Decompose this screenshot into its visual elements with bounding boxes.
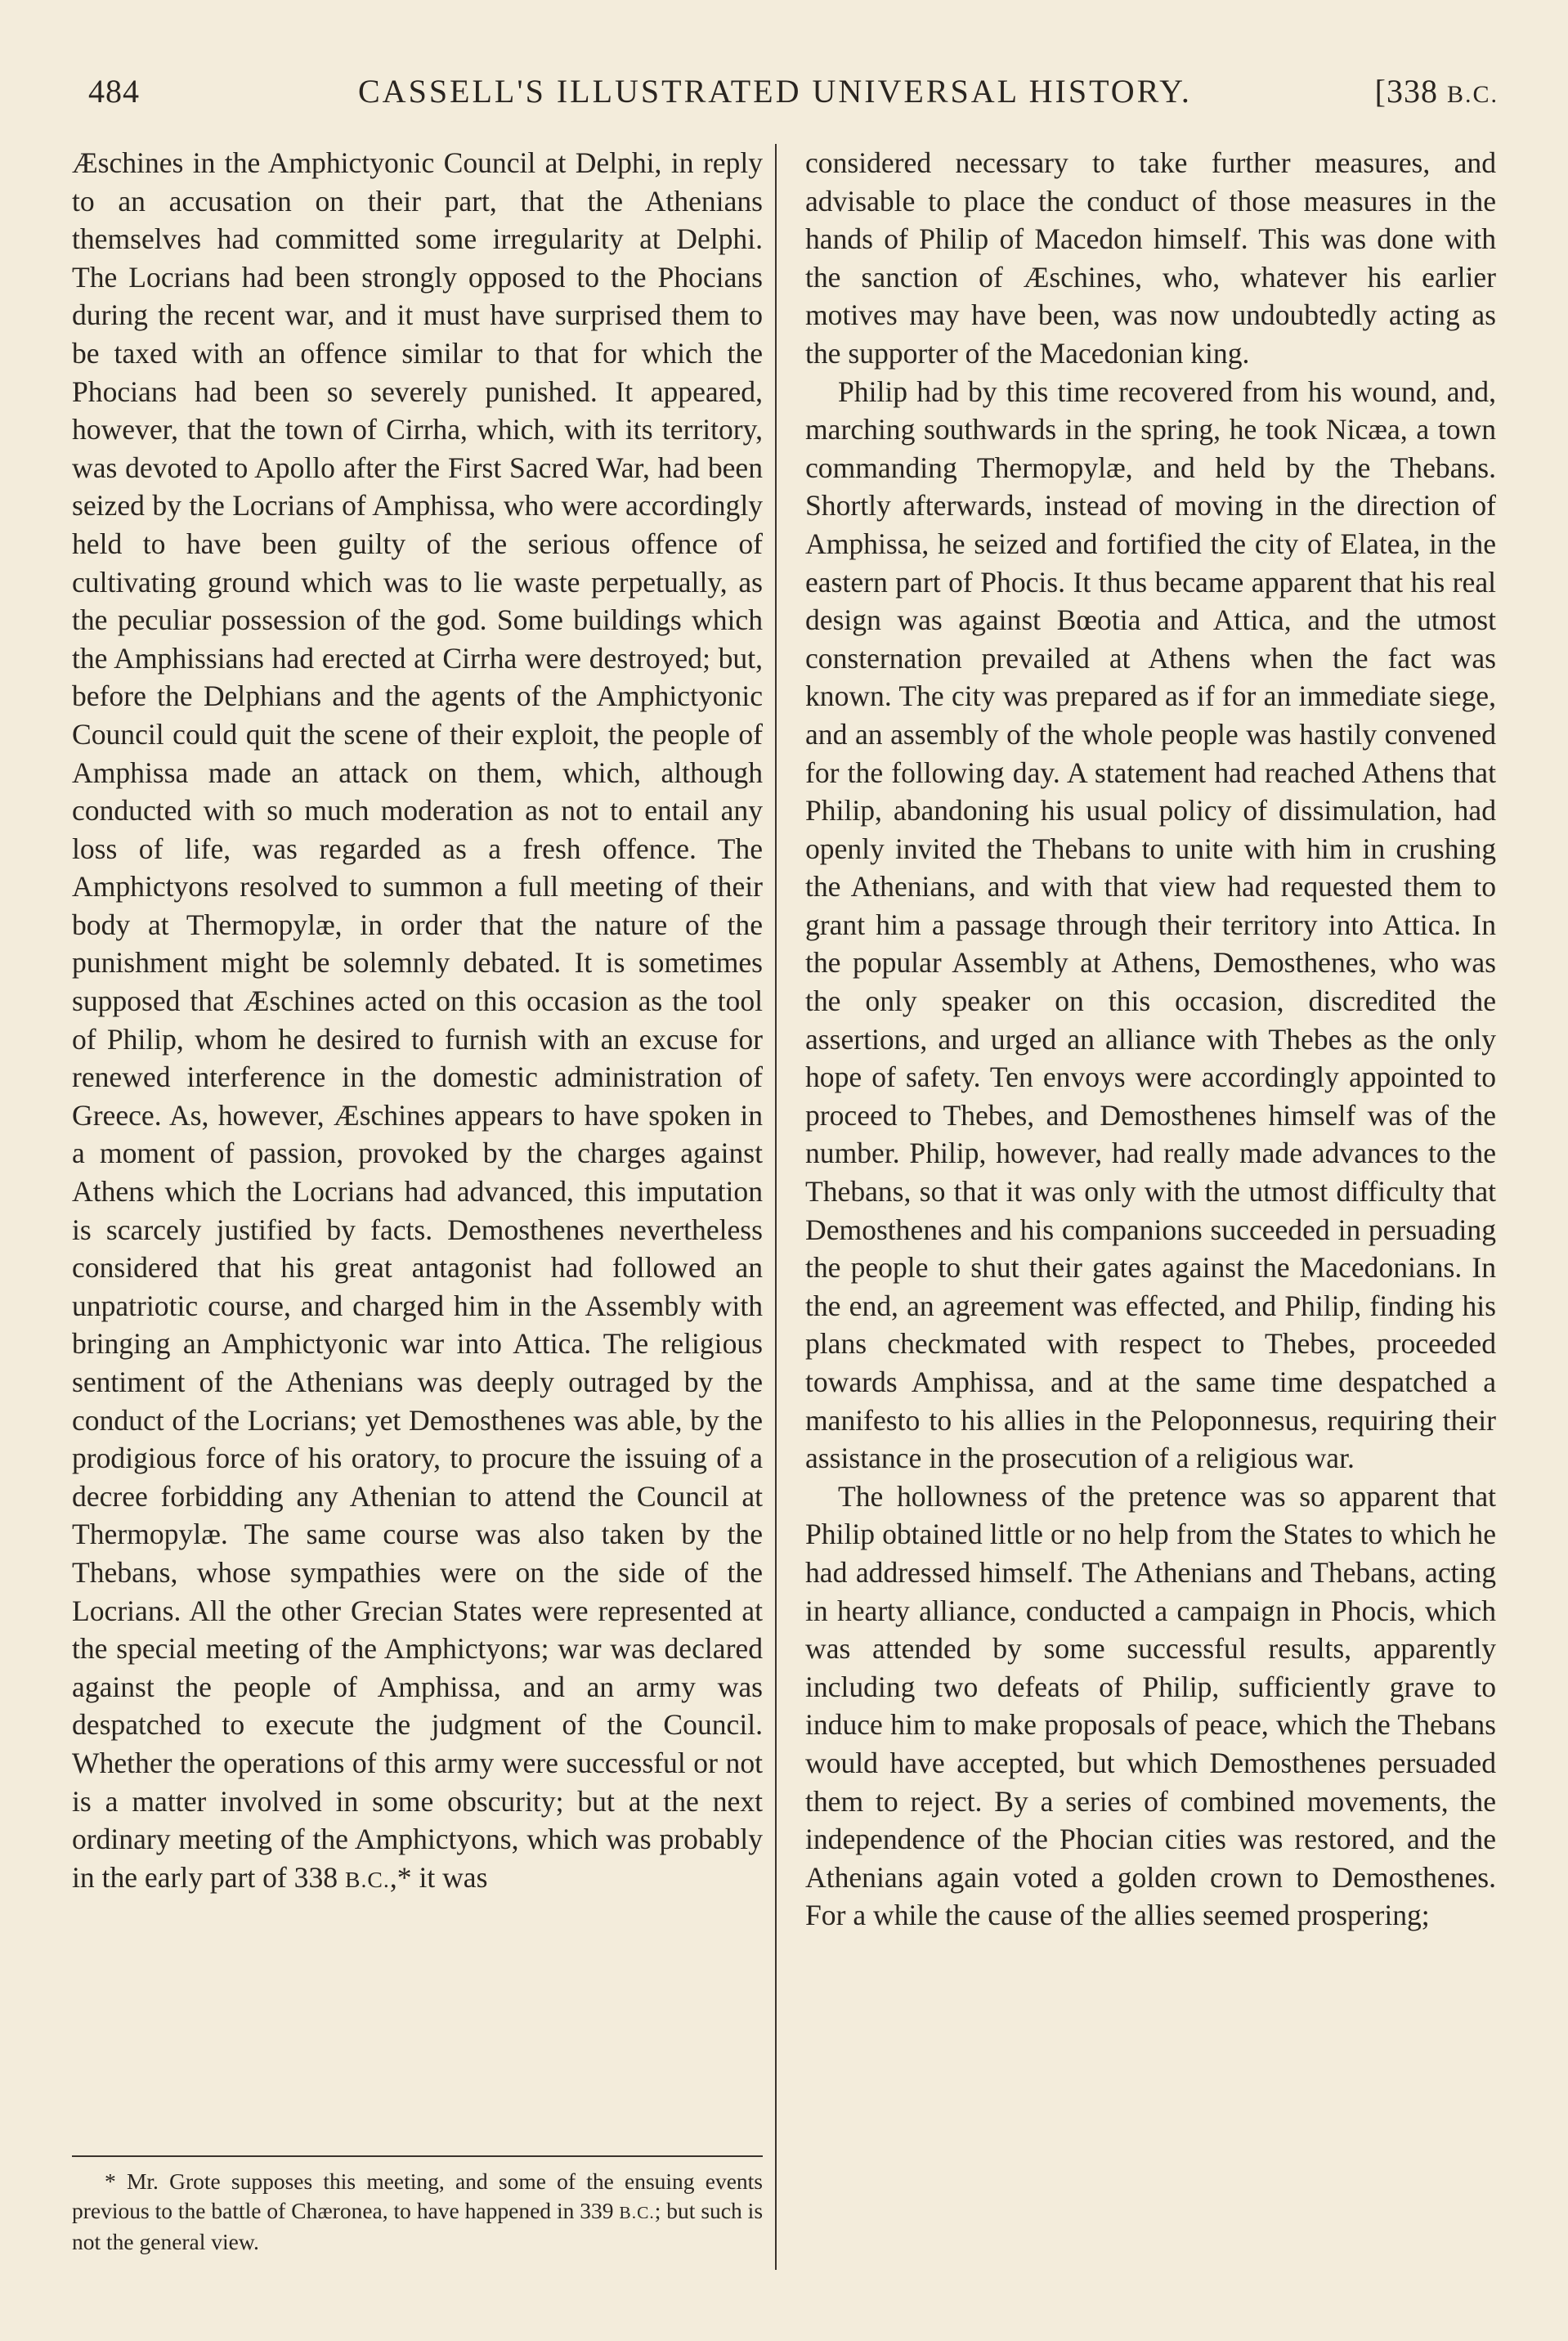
left-paragraph [72, 144, 763, 1899]
header-date-era: B.C. [1446, 81, 1499, 108]
header-date-year: [338 [1374, 73, 1438, 110]
footnote-text-after: ; but such is not the general view. [72, 2198, 764, 2254]
page-number: 484 [88, 73, 140, 110]
footnote-paragraph [72, 2167, 763, 2257]
left-column [72, 144, 763, 1899]
column-divider [775, 144, 777, 2270]
footnote-rule [72, 2155, 763, 2157]
right-paragraph: considered necessary to take further measures, and advisable to place the conduct of those measures in the hands of Philip of Macedon himself. This was done with the sanction of Æschines, who, whatever his earlier motives may have been, was now undoubtedly acting as the supporter of the Macedonian king. [805, 146, 1496, 370]
right-paragraph: Philip had by this time recovered from his wound, and, marching southwards in the spring, he took Nicæa, a town commanding Thermopylæ, and held by the Thebans. Shortly afterwards, instead of moving in the direction of Amphissa, he seized and fortified the city of Elatea, in the eastern part of Phocis. It thus became apparent that his real design was against Bœotia and Attica, and the utmost consternation prevailed at Athens when the fact was known. The city was prepared as if for an immediate siege, and an assembly of the whole people was hastily convened for the following day. A statement had reached Athens that Philip, abandoning his usual policy of dissimulation, had openly invited the Thebans to unite with him in crushing the Athenians, and with that view had requested them to grant him a passage through their territory into Attica. In the popular Assembly at Athens, Demosthenes, who was the only speaker on this occasion, discredited the assertions, and urged an alliance with Thebes as the only hope of safety. Ten envoys were accordingly appointed to proceed to Thebes, and Demosthenes himself was of the number. Philip, however, had really made advances to the Thebans, so that it was only with the utmost difficulty that Demosthenes and his companions succeeded in persuading the people to shut their gates against the Macedonians. In the end, an agreement was effected, and Philip, finding his plans checkmated with respect to Thebes, proceeded towards Amphissa, and at the same time despatched a manifesto to his allies in the Peloponnesus, requiring their assistance in the prosecution of a religious war. [805, 374, 1496, 1475]
header-date [1375, 72, 1499, 110]
left-paragraph-text: Æschines in the Amphictyonic Council at Delphi, in reply to an accusation on their part, that the Athenians themselves had committed some irregularity at Delphi. The Locrians had been strongly opposed to the Phocians during the recent war, and it must have surprised them to be taxed with an offence similar to that for which the Phocians had been so severely punished. It appeared, however, that the town of Cirrha, which, with its territory, was devoted to Apollo after the First Sacred War, had been seized by the Locrians of Amphissa, who were accordingly held to have been guilty of the serious offence of cultivating ground which was to lie waste perpetually, as the peculiar possession of the god. Some buildings which the Amphissians had erected at Cirrha were destroyed; but, before the Delphians and the agents of the Amphictyonic Council could quit the scene of their exploit, the people of Amphissa made an attack on them, which, although conducted with so much moderation as not to entail any loss of life, was regarded as a fresh offence. The Amphictyons resolved to summon a full meeting of their body at Thermopylæ, in order that the nature of the punishment might be solemnly debated. It is sometimes supposed that Æschines acted on this occasion as the tool of Philip, whom he desired to furnish with an excuse for renewed interference in the domestic administration of Greece. As, however, Æschines appears to have spoken in a moment of passion, provoked by the charges against Athens which the Locrians had advanced, this imputation is scarcely justified by facts. Demosthenes nevertheless considered that his great antagonist had followed an unpatriotic course, and charged him in the Assembly with bringing an Amphictyonic war into Attica. The religious sentiment of the Athenians was deeply outraged by the conduct of the Locrians; yet Demosthenes was able, by the prodigious force of his oratory, to procure the issuing of a decree forbidding any Athenian to attend the Council at Thermopylæ. The same course was also taken by the Thebans, whose sympathies were on the side of the Locrians. All the other Grecian States were represented at the special meeting of the Amphictyons; war was declared against the people of Amphissa, and an army was despatched to execute the judgment of the Council. Whether the operations of this army were successful or not is a matter involved in some obscurity; but at the next ordinary meeting of the Amphictyons, which was probably in the early part of 338 [72, 146, 763, 1894]
running-title: CASSELL'S ILLUSTRATED UNIVERSAL HISTORY. [358, 73, 1192, 110]
right-paragraph: The hollowness of the pretence was so apparent that Philip obtained little or no help from the States to which he had addressed himself. The Athenians and Thebans, acting in hearty alliance, conducted a campaign in Phocis, which was attended by some successful results, apparently including two defeats of Philip, sufficiently grave to induce him to make proposals of peace, which the Thebans would have accepted, but which Demosthenes persuaded them to reject. By a series of combined movements, the independence of the Phocian cities was restored, and the Athenians again voted a golden crown to Demosthenes. For a while the cause of the allies seemed prospering; [805, 1479, 1496, 1932]
page-header [88, 72, 1499, 121]
right-column [805, 144, 1496, 1935]
left-tail-text: ,* it was [389, 1860, 488, 1894]
left-tail-era: B.C. [344, 1867, 390, 1893]
footnote [72, 2167, 763, 2257]
footnote-era: B.C. [619, 2203, 655, 2222]
footnote-text-before: * Mr. Grote supposes this meeting, and some of the ensuing events previous to the battle of Chæronea, to have happened in 339 [72, 2168, 763, 2223]
